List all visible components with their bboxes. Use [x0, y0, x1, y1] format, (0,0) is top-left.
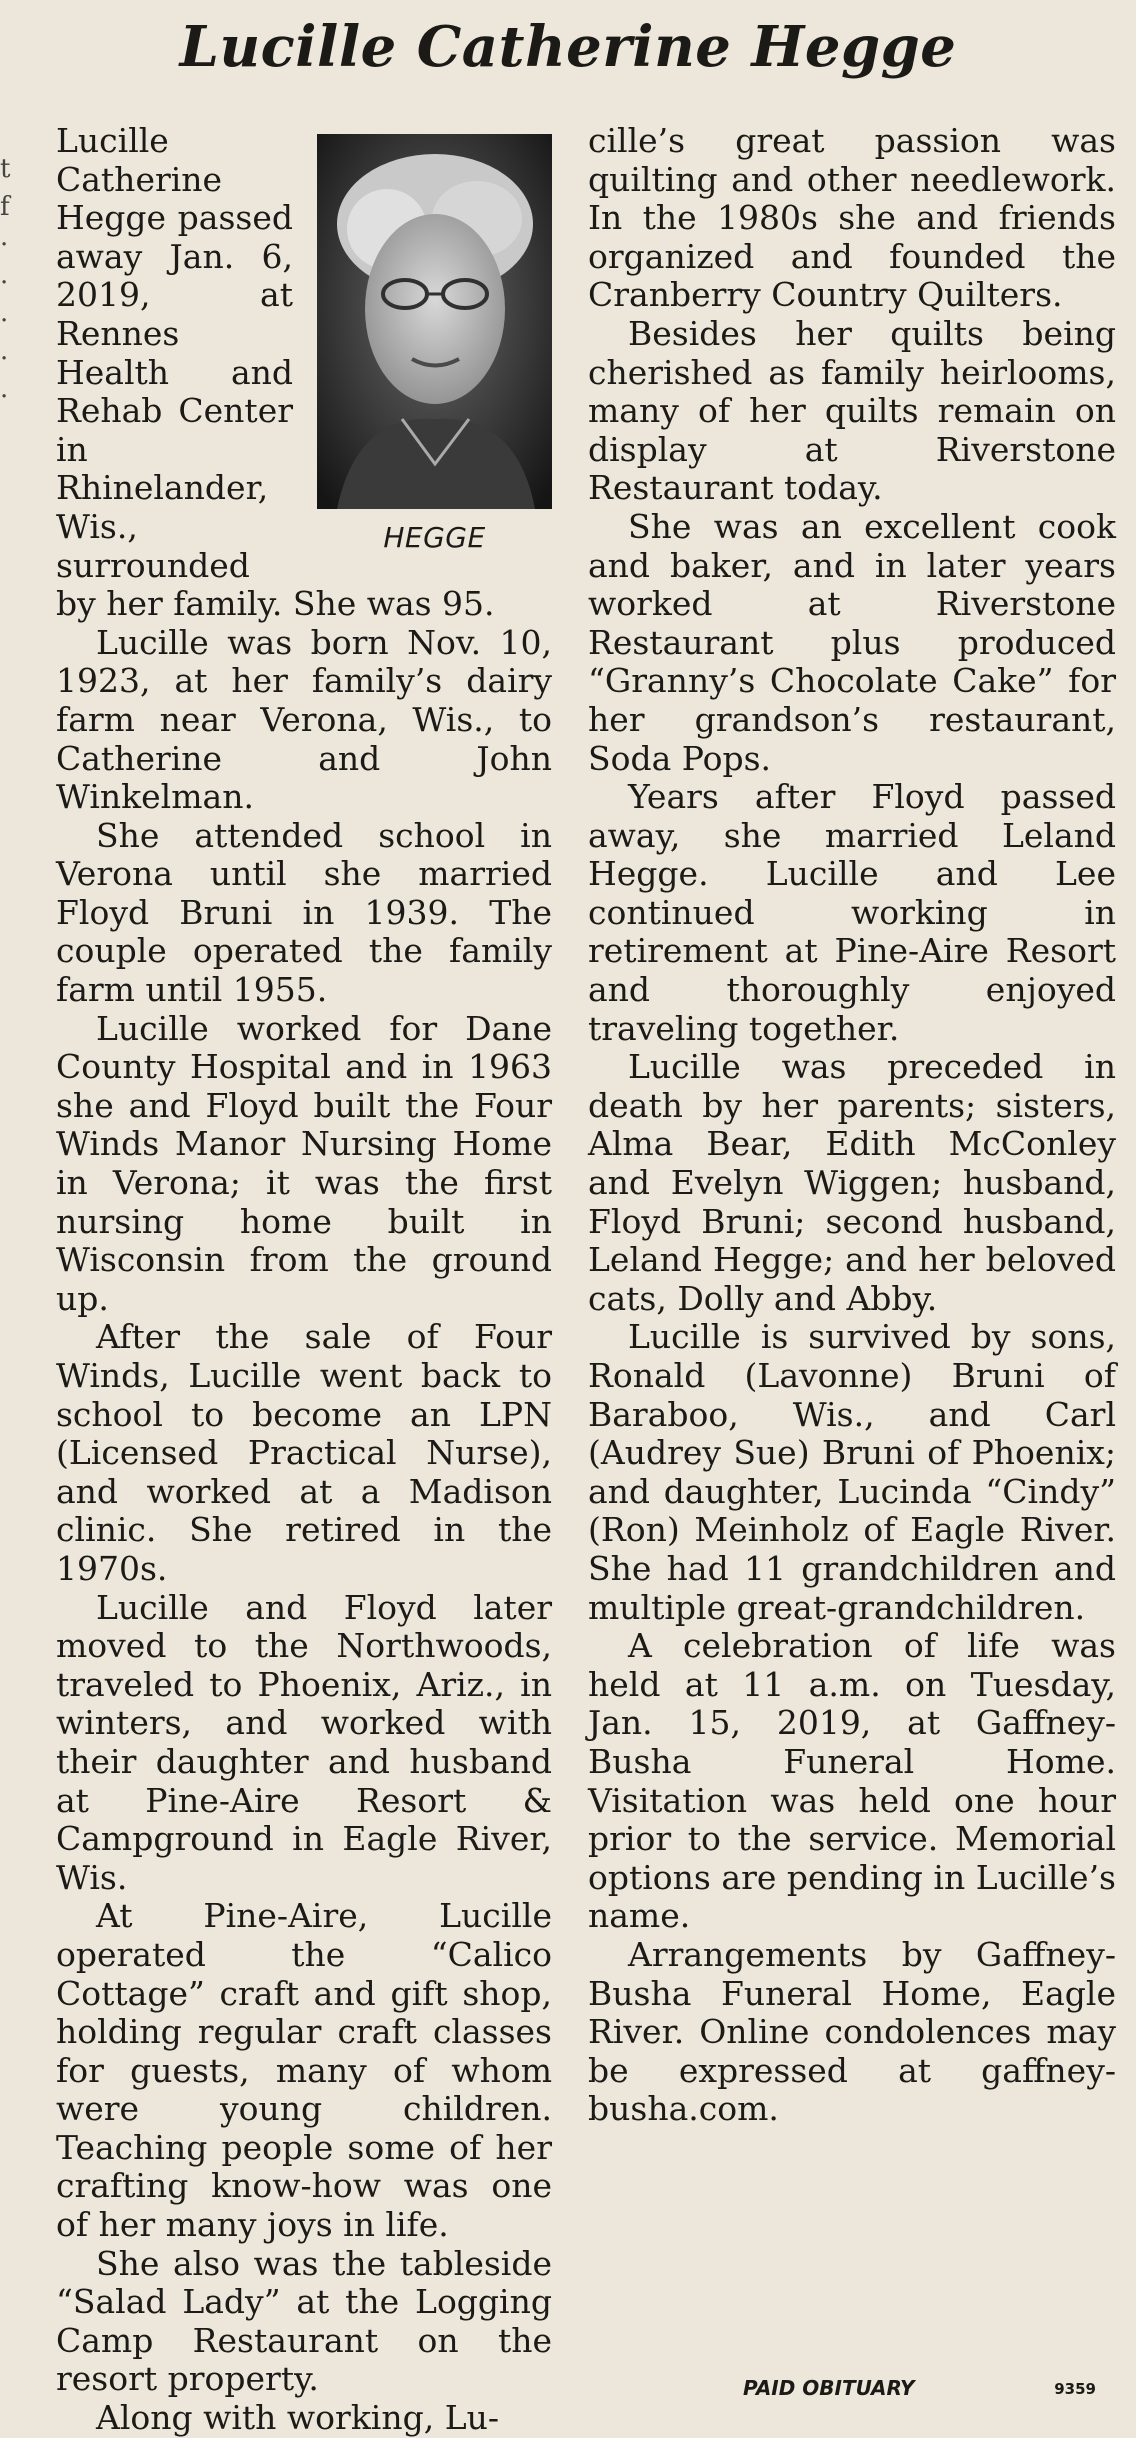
paragraph: Besides her quilts being cherished as family heirlooms, many of her quilts remain on display at Riverstone Restaurant today. [588, 313, 1116, 508]
portrait-figure [317, 134, 552, 558]
paragraph: Lucille was born Nov. 10, 1923, at her family’s dairy farm near Verona, Wis., to Catherine and John Winkelman. [56, 622, 552, 817]
edge-mark: · [0, 230, 9, 260]
portrait-photo [317, 134, 552, 509]
obituary-title: Lucille Catherine Hegge [179, 14, 957, 80]
paragraph: She also was the tableside “Salad Lady” at the Logging Camp Restaurant on the resort property. [56, 2243, 552, 2399]
paragraph: At Pine-Aire, Lucille operated the “Calico Cottage” craft and gift shop, holding regular craft classes for guests, many of whom were young children. Teaching people some of her crafting know-how was one of her many joys in life. [56, 1896, 552, 2245]
paragraph: Along with working, Lu- [96, 2398, 500, 2438]
edge-mark: · [0, 344, 9, 374]
paragraph: Lucille worked for Dane County Hospital and in 1963 she and Floyd built the Four Winds Manor Nursing Home in Verona; it was the first nursing home built in Wisconsin from the ground up. [56, 1008, 552, 1318]
paragraph: cille’s great passion was quilting and other needlework. In the 1980s she and friends organized and founded the Cranberry Country Quilters. [588, 121, 1116, 315]
footer [588, 2370, 1116, 2410]
paid-obituary-label: PAID OBITUARY [743, 2376, 915, 2400]
left-column [56, 122, 552, 2438]
paragraph: Lucille Catherine Hegge passed away Jan. 6, 2019, at Rennes Health and Rehab Center in Rhinelander, Wis., surrounded by her family. She was 95. [56, 121, 495, 624]
ad-number: 9359 [1054, 2380, 1096, 2398]
adjacent-column-edge [0, 150, 20, 480]
photo-caption: HEGGE [383, 521, 486, 554]
paragraph: After the sale of Four Winds, Lucille went back to school to become an LPN (Licensed Practical Nurse), and worked at a Madison clinic. She retired in the 1970s. [56, 1317, 552, 1588]
edge-mark: · [0, 306, 9, 336]
paragraph: Lucille was preceded in death by her parents; sisters, Alma Bear, Edith McConley and Evelyn Wiggen; husband, Floyd Bruni; second husband, Leland Hegge; and her beloved cats, Dolly and Abby. [588, 1047, 1116, 1318]
paragraph: She was an excellent cook and baker, and in later years worked at Riverstone Restaurant plus produced “Granny’s Chocolate Cake” for her grandson’s restaurant, Soda Pops. [588, 506, 1116, 778]
paragraph: Lucille and Floyd later moved to the Northwoods, traveled to Phoenix, Ariz., in winters, and worked with their daughter and husband at Pine-Aire Resort & Campground in Eagle River, Wis. [56, 1587, 552, 1897]
edge-mark: · [0, 268, 9, 298]
paragraph: Years after Floyd passed away, she married Leland Hegge. Lucille and Lee continued working in retirement at Pine-Aire Resort and thoroughly enjoyed traveling together. [588, 777, 1116, 1048]
edge-mark: · [0, 382, 9, 412]
paragraph: Lucille is survived by sons, Ronald (Lavonne) Bruni of Baraboo, Wis., and Carl (Audrey Sue) Bruni of Phoenix; and daughter, Lucinda “Cindy” (Ron) Meinholz of Eagle River. She had 11 grandchildren and multiple great-grandchildren. [588, 1317, 1116, 1627]
right-column [588, 122, 1116, 2129]
edge-mark: f [0, 192, 10, 222]
paragraph: She attended school in Verona until she married Floyd Bruni in 1939. The couple operated the family farm until 1955. [56, 815, 552, 1010]
edge-mark: t [0, 154, 11, 184]
paragraph: Arrangements by Gaffney-Busha Funeral Home, Eagle River. Online condolences may be expressed at gaffney-busha.com. [588, 1934, 1116, 2129]
paragraph: A celebration of life was held at 11 a.m. on Tuesday, Jan. 15, 2019, at Gaffney-Busha Funeral Home. Visitation was held one hour prior to the service. Memorial options are pending in Lucille’s name. [588, 1626, 1116, 1936]
